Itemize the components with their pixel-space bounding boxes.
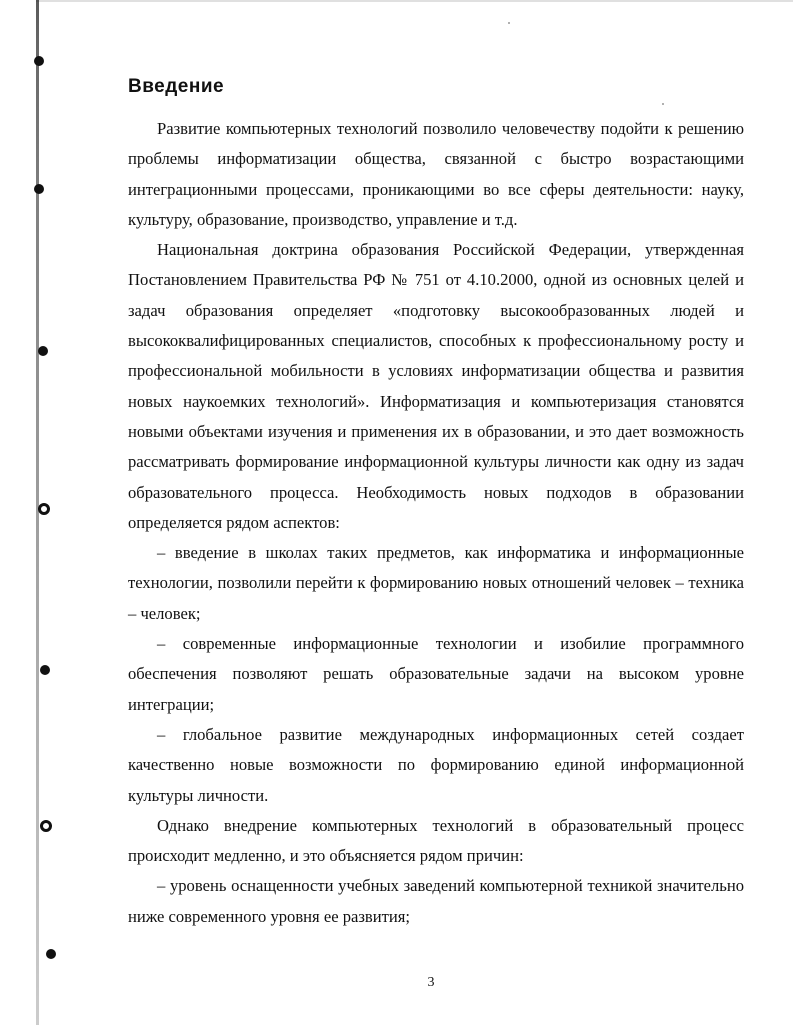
paragraph-doctrine: Национальная доктрина образования Российской Федерации, утвержденная Постановлением Правительства РФ № 751 от 4.10.2000, одной из основных целей и задач образования определяет «подготовку высокообразованных людей и высококвалифицированных специалистов, способных к профессиональному росту и профессиональной мобильности в условиях информатизации общества и развития новых наукоемких технологий». Информатизация и компьютеризация становятся новыми объектами изучения и применения их в образовании, и это дает возможность рассматривать формирование информационной культуры личности как одну из задач образовательного процесса. Необходимость новых подходов в образовании определяется рядом аспектов: — [128, 240, 744, 532]
list-item-aspect-1: – введение в школах таких предметов, как информатика и информационные технологии, позволили перейти к формированию новых отношений человек – техника – человек; — [128, 543, 744, 623]
list-item-aspect-2: – современные информационные технологии и изобилие программного обеспечения позволяют решать образовательные задачи на высоком уровне интеграции; — [128, 634, 744, 714]
paragraph-intro: Развитие компьютерных технологий позволило человечеству подойти к решению проблемы информатизации общества, связанной с быстро возрастающими интеграционными процессами, проникающими во все сферы деятельности: науку, культуру, образование, производство, управление и т.д. — [128, 119, 744, 229]
binding-hole-mark — [34, 184, 44, 194]
binding-hole-mark — [38, 503, 50, 515]
binding-hole-mark — [46, 949, 56, 959]
binding-hole-mark — [34, 56, 44, 66]
binding-hole-mark — [40, 665, 50, 675]
list-item-aspect-3: – глобальное развитие международных информационных сетей создает качественно новые возможности по формированию единой информационной культуры личности. — [128, 724, 744, 805]
scan-top-edge — [36, 0, 793, 2]
paragraph-reasons: Однако внедрение компьютерных технологий в образовательный процесс происходит медленно, и это объясняется рядом причин: — [128, 815, 744, 866]
section-heading: Введение — [128, 76, 225, 97]
binding-hole-mark — [38, 346, 48, 356]
scan-speck — [508, 22, 510, 24]
list-item-reason-1: – уровень оснащенности учебных заведений компьютерной техникой значительно ниже современного уровня ее развития; — [128, 876, 744, 926]
page-body — [128, 74, 744, 932]
binding-hole-mark — [40, 820, 52, 832]
page-number: 3 — [427, 975, 435, 990]
